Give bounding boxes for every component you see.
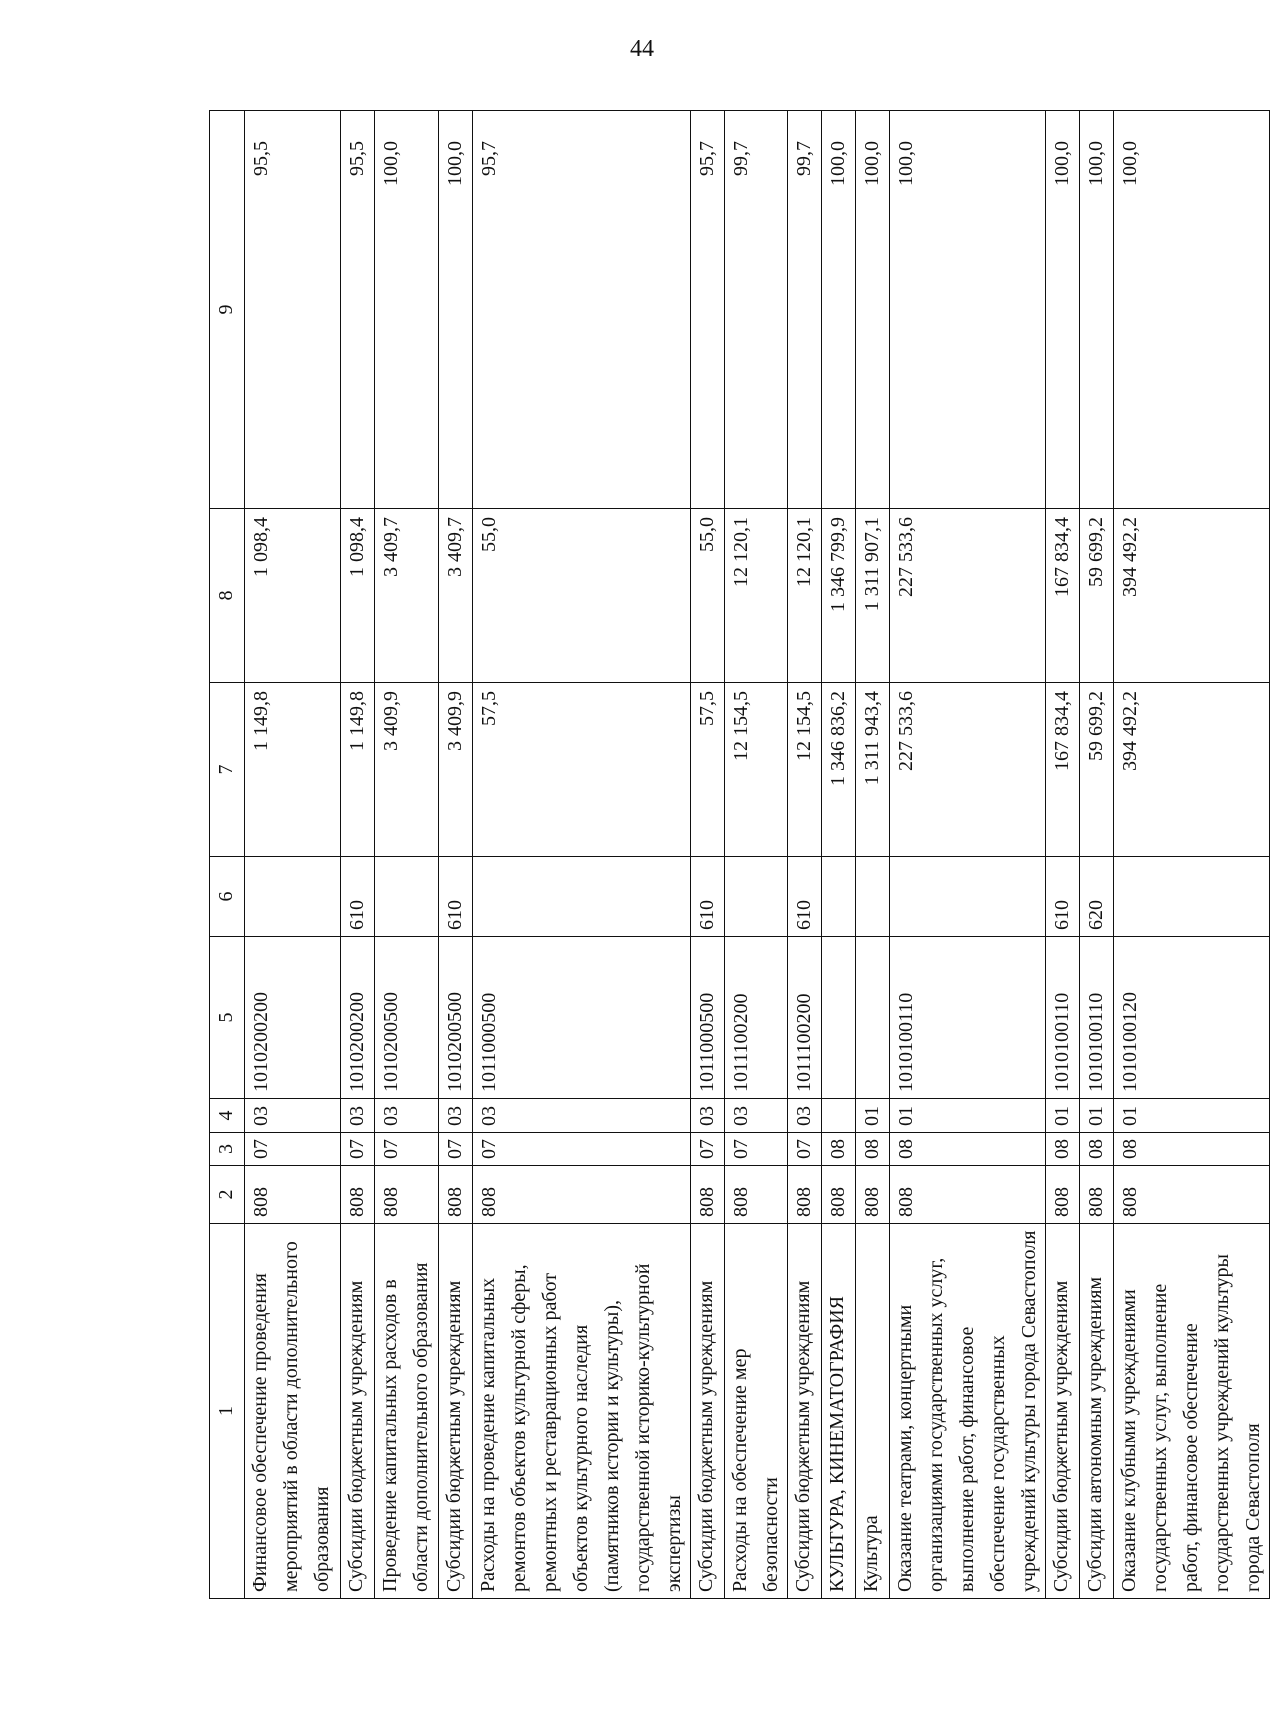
row-cell-9: 100,0	[1046, 111, 1080, 509]
row-cell-4	[822, 1099, 856, 1133]
table-row	[822, 111, 856, 1599]
row-cell-9: 100,0	[1114, 111, 1270, 509]
row-cell-7: 12 154,5	[725, 683, 788, 857]
row-cell-5	[856, 937, 890, 1099]
row-cell-7: 227 533,6	[890, 683, 1046, 857]
row-cell-6: 620	[1080, 857, 1114, 937]
row-description: Субсидии бюджетным учреждениям	[439, 1224, 473, 1599]
row-cell-3: 07	[439, 1133, 473, 1166]
row-description: Субсидии автономным учреждениям	[1080, 1224, 1114, 1599]
row-cell-7: 57,5	[473, 683, 691, 857]
row-cell-8: 3 409,7	[439, 509, 473, 683]
row-cell-4: 03	[473, 1099, 691, 1133]
row-cell-7: 59 699,2	[1080, 683, 1114, 857]
row-cell-2: 808	[1080, 1166, 1114, 1224]
row-cell-3: 08	[890, 1133, 1046, 1166]
row-cell-9: 95,5	[341, 111, 375, 509]
row-cell-3: 08	[1080, 1133, 1114, 1166]
row-cell-6	[375, 857, 439, 937]
header-cell: 2	[210, 1166, 245, 1224]
row-cell-3: 07	[341, 1133, 375, 1166]
table-row	[245, 111, 341, 1599]
row-cell-6	[890, 857, 1046, 937]
row-cell-5: 1010100120	[1114, 937, 1270, 1099]
row-cell-4: 01	[1114, 1099, 1270, 1133]
row-cell-6	[725, 857, 788, 937]
row-cell-3: 08	[1046, 1133, 1080, 1166]
row-cell-4: 03	[725, 1099, 788, 1133]
row-cell-6	[856, 857, 890, 937]
row-cell-8: 1 098,4	[341, 509, 375, 683]
row-cell-4: 03	[245, 1099, 341, 1133]
row-cell-3: 07	[691, 1133, 725, 1166]
table-row	[473, 111, 691, 1599]
row-cell-5: 1010100110	[890, 937, 1046, 1099]
row-cell-5: 1010200500	[439, 937, 473, 1099]
row-cell-5: 1011000500	[473, 937, 691, 1099]
header-cell: 6	[210, 857, 245, 937]
row-cell-8: 1 346 799,9	[822, 509, 856, 683]
row-cell-6: 610	[691, 857, 725, 937]
row-cell-8: 55,0	[473, 509, 691, 683]
row-cell-3: 07	[245, 1133, 341, 1166]
row-cell-4: 03	[788, 1099, 822, 1133]
row-cell-7: 394 492,2	[1114, 683, 1270, 857]
row-cell-3: 07	[375, 1133, 439, 1166]
header-row	[210, 111, 245, 1599]
header-cell: 4	[210, 1099, 245, 1133]
row-cell-8: 1 311 907,1	[856, 509, 890, 683]
row-cell-4: 03	[691, 1099, 725, 1133]
row-cell-2: 808	[1114, 1166, 1270, 1224]
row-cell-9: 95,7	[473, 111, 691, 509]
row-description: Проведение капитальных расходов в области дополнительного образования	[375, 1224, 439, 1599]
header-cell: 8	[210, 509, 245, 683]
row-cell-9: 100,0	[439, 111, 473, 509]
row-cell-5: 1011000500	[691, 937, 725, 1099]
row-cell-5: 1011100200	[725, 937, 788, 1099]
row-cell-3: 07	[725, 1133, 788, 1166]
row-cell-4: 03	[439, 1099, 473, 1133]
header-cell: 7	[210, 683, 245, 857]
row-description: Оказание клубными учреждениями государственных услуг, выполнение работ, финансовое обеспечение государственных учреждений культуры города Севастополя	[1114, 1224, 1270, 1599]
row-cell-2: 808	[439, 1166, 473, 1224]
row-description: Культура	[856, 1224, 890, 1599]
page-number: 44	[630, 36, 654, 62]
row-cell-9: 95,7	[691, 111, 725, 509]
row-cell-9: 100,0	[822, 111, 856, 509]
row-cell-7: 12 154,5	[788, 683, 822, 857]
row-cell-5	[822, 937, 856, 1099]
table-row	[856, 111, 890, 1599]
row-cell-6	[822, 857, 856, 937]
row-cell-8: 12 120,1	[725, 509, 788, 683]
row-cell-6: 610	[1046, 857, 1080, 937]
row-cell-4: 01	[1046, 1099, 1080, 1133]
row-description: Субсидии бюджетным учреждениям	[691, 1224, 725, 1599]
row-description: Субсидии бюджетным учреждениям	[341, 1224, 375, 1599]
row-cell-7: 3 409,9	[439, 683, 473, 857]
table-row	[439, 111, 473, 1599]
row-cell-7: 167 834,4	[1046, 683, 1080, 857]
row-cell-3: 08	[1114, 1133, 1270, 1166]
row-description: Финансовое обеспечение проведения мероприятий в области дополнительного образования	[245, 1224, 341, 1599]
table-row	[788, 111, 822, 1599]
row-cell-7: 3 409,9	[375, 683, 439, 857]
header-cell: 3	[210, 1133, 245, 1166]
header-cell: 9	[210, 111, 245, 509]
row-cell-2: 808	[725, 1166, 788, 1224]
row-cell-5: 1010100110	[1046, 937, 1080, 1099]
row-cell-9: 95,5	[245, 111, 341, 509]
row-cell-3: 08	[822, 1133, 856, 1166]
row-cell-5: 1011100200	[788, 937, 822, 1099]
row-cell-9: 99,7	[725, 111, 788, 509]
row-cell-8: 59 699,2	[1080, 509, 1114, 683]
row-cell-2: 808	[856, 1166, 890, 1224]
table-row	[1114, 111, 1270, 1599]
row-cell-9: 100,0	[375, 111, 439, 509]
row-cell-6: 610	[439, 857, 473, 937]
row-cell-5: 1010100110	[1080, 937, 1114, 1099]
header-cell: 5	[210, 937, 245, 1099]
row-cell-6	[1114, 857, 1270, 937]
row-cell-8: 394 492,2	[1114, 509, 1270, 683]
row-cell-2: 808	[788, 1166, 822, 1224]
budget-table	[209, 110, 1270, 1599]
row-cell-3: 07	[473, 1133, 691, 1166]
row-cell-4: 01	[1080, 1099, 1114, 1133]
row-cell-2: 808	[375, 1166, 439, 1224]
row-cell-7: 1 149,8	[341, 683, 375, 857]
row-cell-9: 100,0	[856, 111, 890, 509]
row-cell-8: 167 834,4	[1046, 509, 1080, 683]
row-description: Субсидии бюджетным учреждениям	[788, 1224, 822, 1599]
row-cell-8: 227 533,6	[890, 509, 1046, 683]
row-cell-2: 808	[1046, 1166, 1080, 1224]
row-cell-5: 1010200200	[245, 937, 341, 1099]
row-description: КУЛЬТУРА, КИНЕМАТОГРАФИЯ	[822, 1224, 856, 1599]
row-cell-4: 03	[341, 1099, 375, 1133]
table-row	[341, 111, 375, 1599]
row-description: Субсидии бюджетным учреждениям	[1046, 1224, 1080, 1599]
table-row	[691, 111, 725, 1599]
row-cell-7: 1 149,8	[245, 683, 341, 857]
row-cell-7: 57,5	[691, 683, 725, 857]
row-cell-2: 808	[890, 1166, 1046, 1224]
row-cell-9: 100,0	[890, 111, 1046, 509]
row-cell-9: 99,7	[788, 111, 822, 509]
row-description: Расходы на проведение капитальных ремонтов объектов культурной сферы, ремонтных и реставрационных работ объектов культурного наследия (памятников истории и культуры), государственной историко-культурной экспертизы	[473, 1224, 691, 1599]
row-cell-7: 1 346 836,2	[822, 683, 856, 857]
row-cell-9: 100,0	[1080, 111, 1114, 509]
rotated-table-container	[209, 111, 1264, 1599]
row-cell-4: 03	[375, 1099, 439, 1133]
row-cell-8: 12 120,1	[788, 509, 822, 683]
row-cell-6	[245, 857, 341, 937]
row-cell-6	[473, 857, 691, 937]
row-cell-8: 55,0	[691, 509, 725, 683]
row-cell-2: 808	[245, 1166, 341, 1224]
row-cell-5: 1010200200	[341, 937, 375, 1099]
row-description: Оказание театрами, концертными организациями государственных услуг, выполнение работ, финансовое обеспечение государственных учреждений культуры города Севастополя	[890, 1224, 1046, 1599]
row-cell-3: 08	[856, 1133, 890, 1166]
row-cell-3: 07	[788, 1133, 822, 1166]
row-cell-7: 1 311 943,4	[856, 683, 890, 857]
row-description: Расходы на обеспечение мер безопасности	[725, 1224, 788, 1599]
header-cell: 1	[210, 1224, 245, 1599]
table-row	[375, 111, 439, 1599]
row-cell-6: 610	[341, 857, 375, 937]
row-cell-2: 808	[473, 1166, 691, 1224]
row-cell-4: 01	[856, 1099, 890, 1133]
row-cell-8: 3 409,7	[375, 509, 439, 683]
row-cell-2: 808	[341, 1166, 375, 1224]
row-cell-4: 01	[890, 1099, 1046, 1133]
table-row	[890, 111, 1046, 1599]
row-cell-8: 1 098,4	[245, 509, 341, 683]
row-cell-6: 610	[788, 857, 822, 937]
table-row	[1080, 111, 1114, 1599]
table-row	[1046, 111, 1080, 1599]
row-cell-2: 808	[822, 1166, 856, 1224]
table-row	[725, 111, 788, 1599]
row-cell-5: 1010200500	[375, 937, 439, 1099]
row-cell-2: 808	[691, 1166, 725, 1224]
